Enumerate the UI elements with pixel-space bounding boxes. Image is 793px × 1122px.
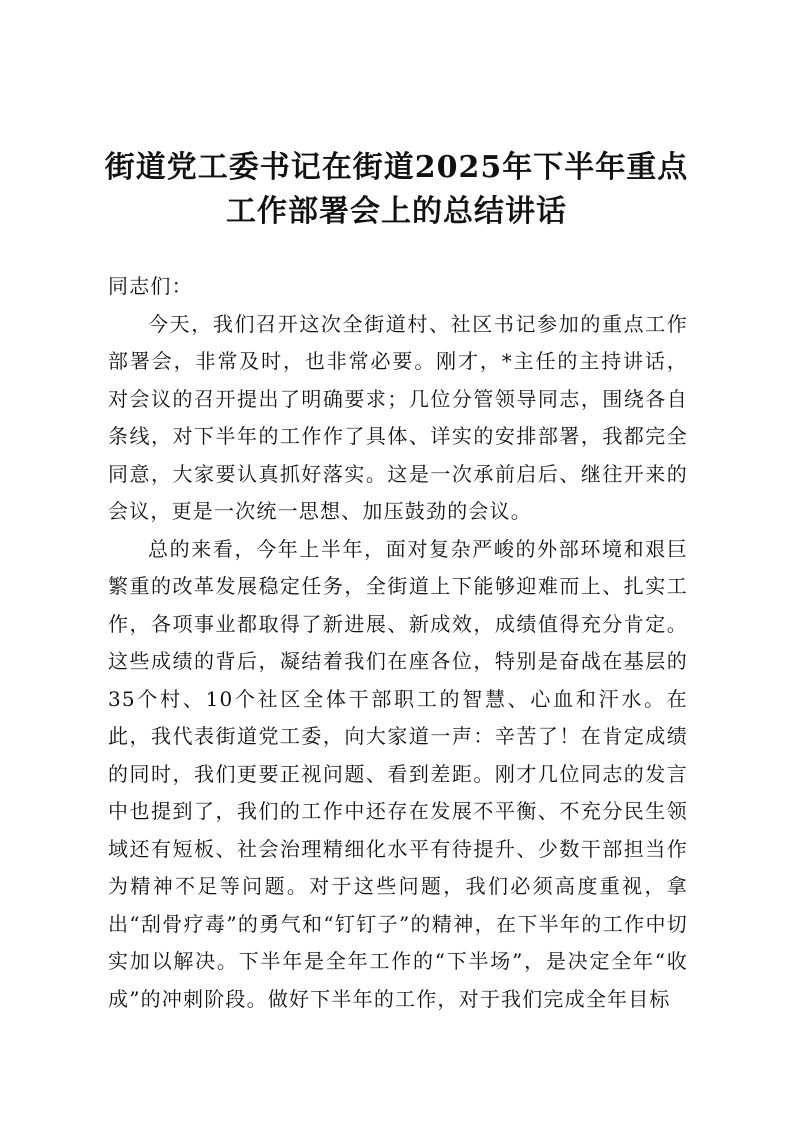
paragraph-1: 今天，我们召开这次全街道村、社区书记参加的重点工作部署会，非常及时，也非常必要。刚才，*主任的主持讲话，对会议的召开提出了明确要求；几位分管领导同志，围绕各自条线，对下半年的工作作了具体、详实的安排部署，我都完全同意，大家要认真抓好落实。这是一次承前启后、继往开来的会议，更是一次统一思想、加压鼓劲的会议。 <box>108 311 688 523</box>
salutation: 同志们： <box>108 274 193 298</box>
document-body <box>108 268 688 1018</box>
paragraph-2: 总的来看，今年上半年，面对复杂严峻的外部环境和艰巨繁重的改革发展稳定任务，全街道上下能够迎难而上、扎实工作，各项事业都取得了新进展、新成效，成绩值得充分肯定。这些成绩的背后，凝结着我们在座各位，特别是奋战在基层的35个村、10个社区全体干部职工的智慧、心血和汗水。在此，我代表街道党工委，向大家道一声：辛苦了！在肯定成绩的同时，我们更要正视问题、看到差距。刚才几位同志的发言中也提到了，我们的工作中还存在发展不平衡、不充分民生领域还有短板、社会治理精细化水平有待提升、少数干部担当作为精神不足等问题。对于这些问题，我们必须高度重视，拿出“刮骨疗毒”的勇气和“钉钉子”的精神，在下半年的工作中切实加以解决。下半年是全年工作的“下半场”，是决定全年“收成”的冲刺阶段。做好下半年的工作，对于我们完成全年目标 <box>108 536 688 1011</box>
document-title: 街道党工委书记在街道2025年下半年重点工作部署会上的总结讲话 <box>104 150 689 229</box>
